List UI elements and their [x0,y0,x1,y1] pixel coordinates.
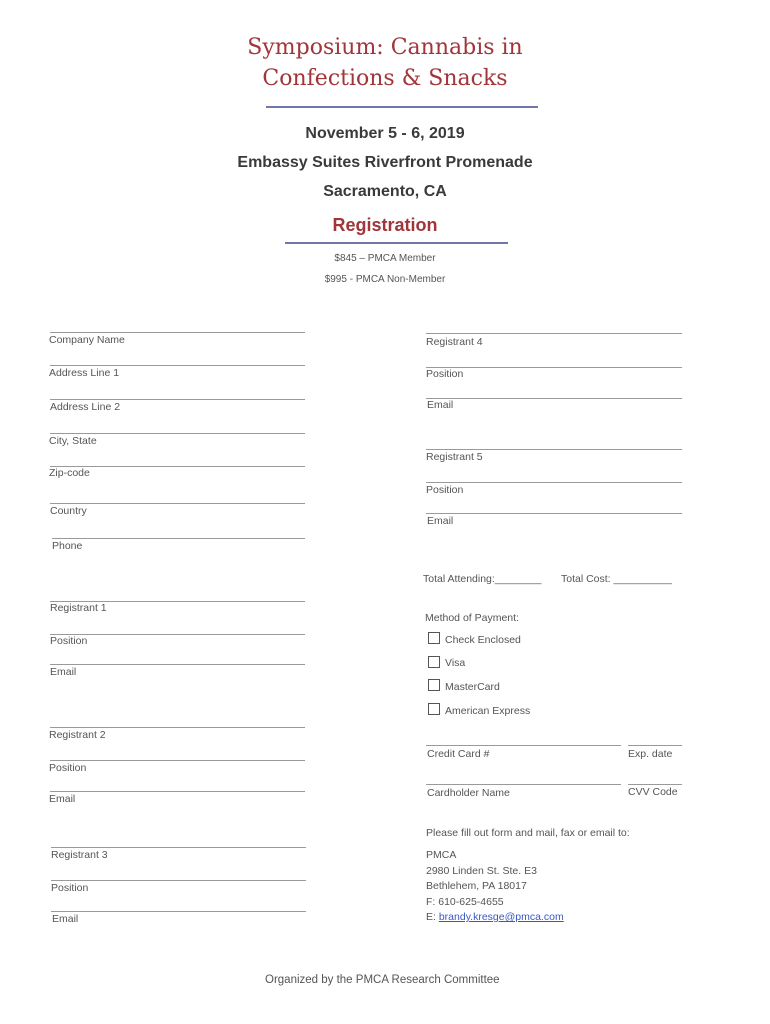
cardholder-name-field[interactable] [426,784,621,785]
visa-label: Visa [445,657,466,669]
registrant-3-position-field[interactable] [51,880,306,881]
registrant-5-label: Registrant 5 [426,451,483,463]
footer-text: Organized by the PMCA Research Committee [265,974,500,986]
visa-checkbox[interactable] [428,656,440,668]
address-line-1-label: Address Line 1 [49,367,120,379]
phone-field[interactable] [52,538,305,539]
registrant-2-email-label: Email [49,793,76,805]
registrant-1-email-label: Email [50,666,77,678]
title-line-2: Confections & Snacks [262,66,508,91]
registrant-2-email-field[interactable] [50,791,305,792]
registrant-2-label: Registrant 2 [49,729,106,741]
check-enclosed-label: Check Enclosed [445,634,521,646]
event-city: Sacramento, CA [323,183,447,200]
mastercard-label: MasterCard [445,681,500,693]
mailing-address [426,848,564,926]
zip-code-label: Zip-code [49,467,90,479]
mailing-city: Bethlehem, PA 18017 [426,880,527,892]
registrant-5-position-label: Position [426,484,464,496]
mailing-email-link[interactable]: brandy.kresge@pmca.com [438,911,564,923]
exp-date-label: Exp. date [628,748,673,760]
phone-label: Phone [52,540,83,552]
registrant-4-field[interactable] [426,333,682,334]
address-line-2-label: Address Line 2 [50,401,121,413]
mailing-email-prefix: E: [426,911,439,923]
registrant-4-position-field[interactable] [426,367,682,368]
registration-heading: Registration [332,215,438,235]
country-field[interactable] [50,503,305,504]
city-state-label: City, State [49,435,97,447]
mailing-fax: F: 610-625-4655 [426,895,504,908]
address-line-2-field[interactable] [50,399,305,400]
registrant-1-position-label: Position [50,635,88,647]
country-label: Country [50,505,87,517]
address-line-1-field[interactable] [50,365,305,366]
registration-underline [285,242,508,244]
exp-date-field[interactable] [628,745,682,746]
american-express-label: American Express [445,705,531,717]
price-member: $845 – PMCA Member [334,253,436,264]
cvv-code-field[interactable] [628,784,682,785]
registrant-1-label: Registrant 1 [50,602,107,614]
total-cost-field[interactable]: Total Cost: __________ [561,573,672,585]
registrant-3-label: Registrant 3 [51,849,108,861]
registrant-5-email-label: Email [427,515,454,527]
price-nonmember: $995 - PMCA Non-Member [324,274,446,285]
title-underline [266,106,538,108]
city-state-field[interactable] [50,433,305,434]
registrant-5-field[interactable] [426,449,682,450]
title-line-1: Symposium: Cannabis in [247,35,523,60]
credit-card-number-field[interactable] [426,745,621,746]
registrant-5-position-field[interactable] [426,482,682,483]
registrant-2-position-field[interactable] [50,760,305,761]
event-venue: Embassy Suites Riverfront Promenade [237,154,533,171]
registrant-1-position-field[interactable] [50,634,305,635]
mailing-org: PMCA [426,849,457,861]
company-name-label: Company Name [49,334,125,346]
registrant-2-field[interactable] [50,727,305,728]
registrant-1-email-field[interactable] [50,664,305,665]
mailing-email-line [426,910,564,926]
company-name-field[interactable] [50,332,305,333]
registrant-3-email-label: Email [52,913,79,925]
cvv-code-label: CVV Code [628,786,678,798]
american-express-checkbox[interactable] [428,703,440,715]
mailing-street: 2980 Linden St. Ste. E3 [426,864,537,877]
registrant-4-email-label: Email [427,399,454,411]
cardholder-name-label: Cardholder Name [427,787,510,799]
registrant-3-position-label: Position [51,882,89,894]
registrant-3-field[interactable] [51,847,306,848]
check-enclosed-checkbox[interactable] [428,632,440,644]
registrant-3-email-field[interactable] [51,911,306,912]
registrant-5-email-field[interactable] [426,513,682,514]
mastercard-checkbox[interactable] [428,679,440,691]
payment-method-heading: Method of Payment: [425,612,519,624]
registrant-4-label: Registrant 4 [426,336,483,348]
registrant-4-email-field[interactable] [426,398,682,399]
registrant-2-position-label: Position [49,762,87,774]
event-date: November 5 - 6, 2019 [305,125,465,142]
total-attending-field[interactable]: Total Attending:________ [423,573,542,585]
credit-card-number-label: Credit Card # [427,748,490,760]
mailing-instruction: Please fill out form and mail, fax or email to: [426,827,630,839]
registrant-4-position-label: Position [426,368,464,380]
